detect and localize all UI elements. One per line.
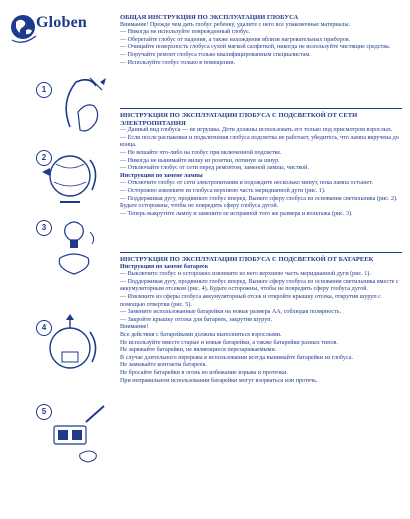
- text-line: — Извлеките из сферы глобуса аккумуляторный отсек и откройте крышку отсека, открутив шуруп с помощью отвертки (рис. 5).: [120, 293, 381, 308]
- text-line: — Осторожно извлеките из глобуса верхнюю часть меридианной дуги (рис. 1).: [120, 187, 326, 194]
- text-line: — Отключайте глобус от сети перед ремонтом, заменой лампы, чисткой.: [120, 165, 309, 172]
- text-line: — Никогда не вынимайте вилку из розетки, потянув за шнур.: [120, 157, 280, 164]
- text-line: Все действия с батарейками должны выполняться взрослыми.: [120, 331, 282, 338]
- text-line: — Очищайте поверхность глобуса сухой мягкой салфеткой, никогда не используйте чистящие средства.: [120, 44, 391, 51]
- battery-globe-removal-icon: [30, 312, 114, 382]
- section-battery: [120, 256, 402, 385]
- text-line: — Не вешайте что-либо на глобус при включенной подсветке.: [120, 149, 282, 156]
- screwdriver-battery-icon: [30, 396, 114, 466]
- text-line: — Если после распаковки и подключения глобуса подсветка не работает, убедитесь, что лампа вкручена до конца.: [120, 134, 399, 149]
- section-title: ИНСТРУКЦИЯ ПО ЭКСПЛУАТАЦИИ ГЛОБУСА С ПОДСВЕТКОЙ ОТ БАТАРЕЕК: [120, 256, 374, 263]
- figure-number: 4: [36, 320, 52, 336]
- subsection-title: Инструкция по замене лампы: [120, 172, 203, 179]
- text-line: — Замените использованные батарейки на новые размера АА, соблюдая полярность.: [120, 309, 342, 316]
- text-line: — Закройте крышку отсека для батареек, закрутив шуруп.: [120, 316, 273, 323]
- brand-name: Globen: [36, 14, 87, 31]
- figure-number: 3: [36, 220, 52, 236]
- figure-number: 2: [36, 150, 52, 166]
- text-line: — Используйте глобус только в помещении.: [120, 59, 236, 66]
- warning-label: Внимание!: [120, 324, 149, 331]
- globe-removal-icon: [30, 142, 114, 212]
- subsection-title: Инструкция по замене батареек: [120, 263, 209, 270]
- section-general: [120, 14, 402, 67]
- text-line: — Данный вид глобуса — не игрушка. Дети должны использовать его только под присмотром взрослых.: [120, 127, 393, 134]
- figure-number: 5: [36, 404, 52, 420]
- section-mains-lamp: [120, 112, 402, 218]
- text-line: Не заряжайте батарейки, не являющиеся перезаряжаемыми.: [120, 347, 277, 354]
- text-line: — Поддерживая дугу, продвиньте глобус вперед. Выньте сферу глобуса из основания светильника (рис. 2). Будьте осторожны, чтобы не повредить сферу глобуса дугой.: [120, 195, 398, 210]
- divider: [120, 252, 402, 253]
- text-line: — Теперь выкрутите лампу и замените ее исправной того же размера и вольтажа (рис. 3).: [120, 210, 353, 217]
- text-line: Не используйте вместе старые и новые батарейки, а также батарейки разных типов.: [120, 339, 338, 346]
- text-line: — Поручайте ремонт глобуса только квалифицированным специалистам.: [120, 51, 311, 58]
- text-line: Не замыкайте контакты батареек.: [120, 362, 208, 369]
- figure-number: 1: [36, 82, 52, 98]
- text-line: Не бросайте батарейки в огонь во избежание взрыва и протечки.: [120, 369, 288, 376]
- text-line: — Выключите глобус и осторожно извлеките из него верхнюю часть меридианной дуги (рис. 1).: [120, 271, 371, 278]
- text-line: — Поддерживая дугу, продвиньте глобус вперед. Выньте сферу глобуса из основания светильника вместе с аккумуляторным отсеком (рис. 4). Будьте осторожны, чтобы не повредить сферу глобуса дугой.: [120, 278, 399, 293]
- text-line: Внимание! Прежде чем дать глобус ребенку, удалите с него все упаковочные материалы.: [120, 21, 351, 28]
- text-line: — Оберегайте глобус от падения, а также нахождения вблизи нагревательных приборов.: [120, 36, 351, 43]
- text-line: В случае длительного перерыва в использовании всегда вынимайте батарейки из глобуса.: [120, 354, 353, 361]
- section-title: ОБЩАЯ ИНСТРУКЦИЯ ПО ЭКСПЛУАТАЦИИ ГЛОБУСА: [120, 14, 299, 21]
- text-line: При неправильном использовании батарейки могут взорваться или протечь.: [120, 377, 318, 384]
- divider: [120, 108, 402, 109]
- text-line: — Отключите глобус от сети электропитания и подождите несколько минут, пока лампа остынет.: [120, 180, 373, 187]
- section-title: ИНСТРУКЦИЯ ПО ЭКСПЛУАТАЦИИ ГЛОБУСА С ПОДСВЕТКОЙ ОТ СЕТИ ЭЛЕКТРОПИТАНИЯ: [120, 112, 358, 127]
- text-line: — Никогда не используйте поврежденный глобус.: [120, 29, 251, 36]
- lamp-replacement-icon: [30, 212, 114, 282]
- hand-lifting-arc-icon: [30, 72, 114, 142]
